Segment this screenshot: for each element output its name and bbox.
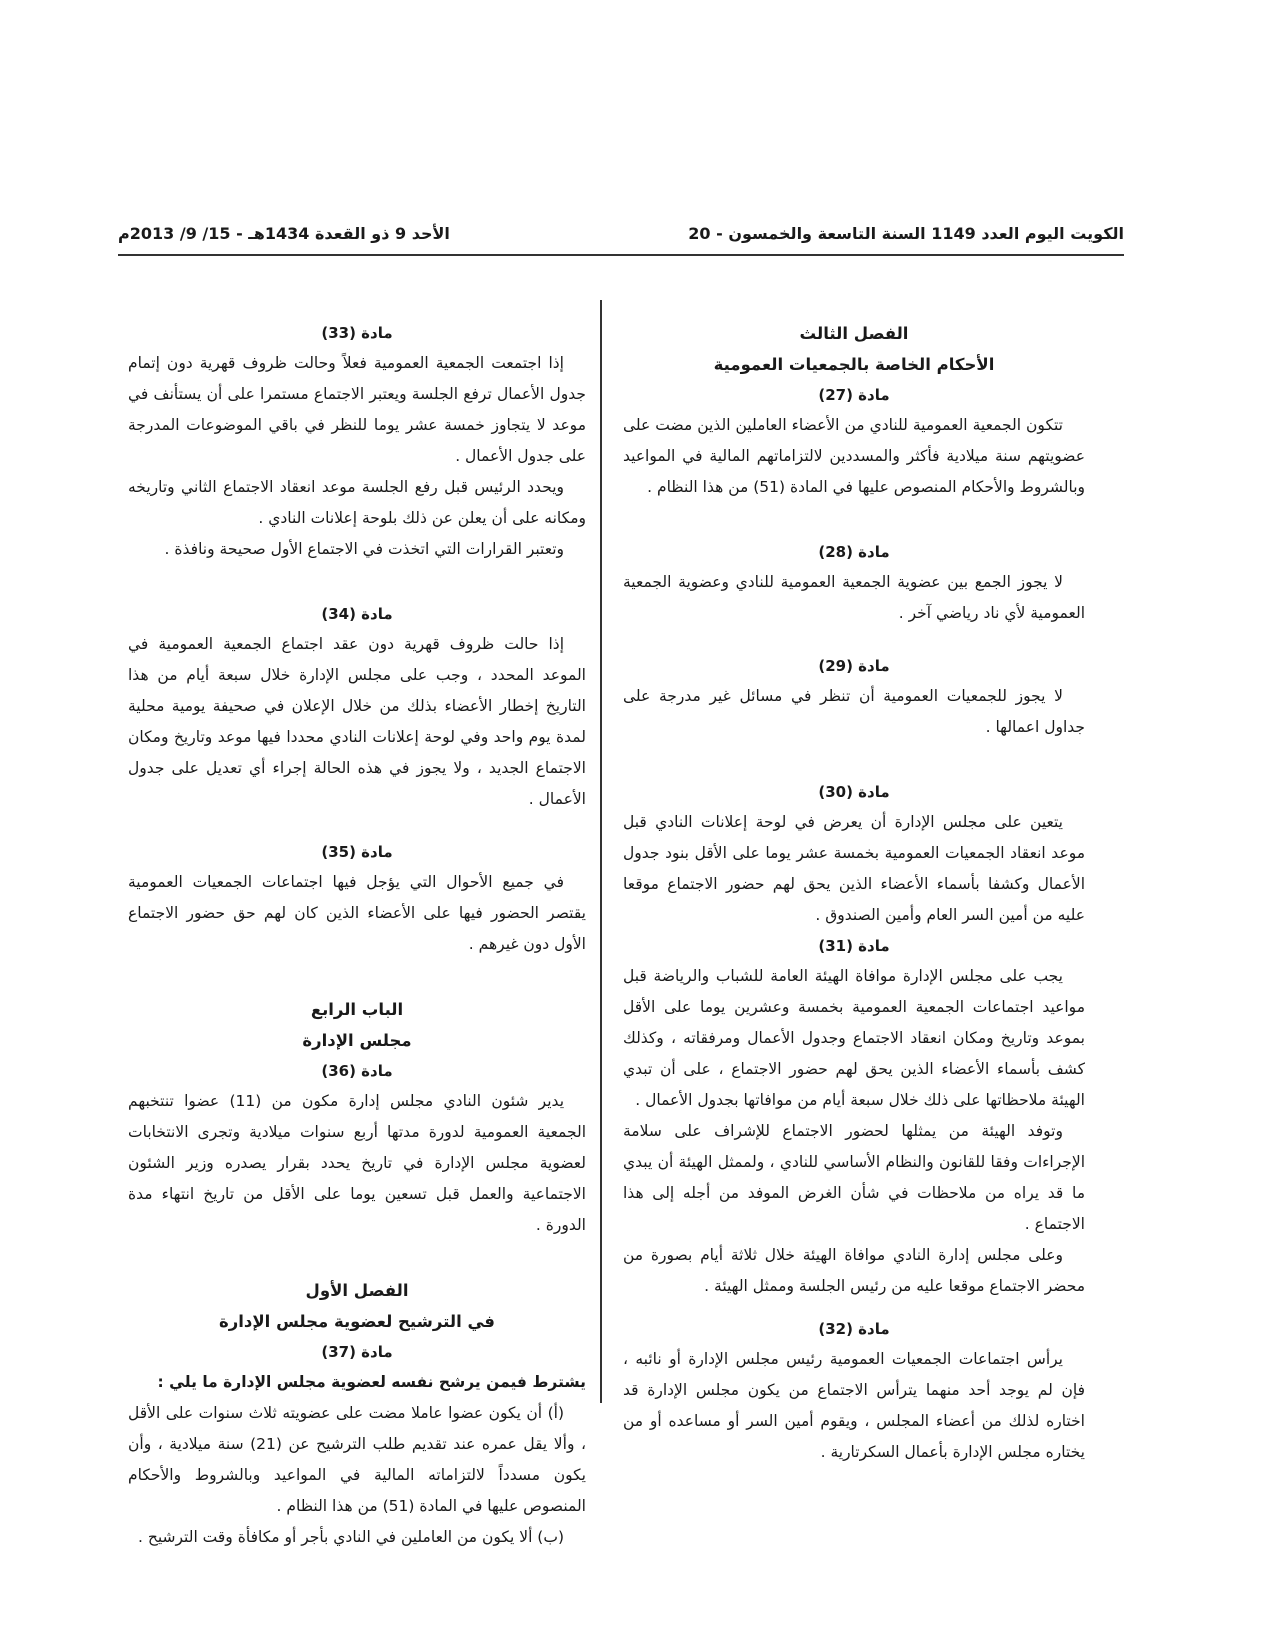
article-text: ويحدد الرئيس قبل رفع الجلسة موعد انعقاد الاجتماع الثاني وتاريخه ومكانه على أن يعلن عن ذلك بلوحة إعلانات النادي . [128, 478, 586, 527]
article-clause: (أ) أن يكون عضوا عاملا مضت على عضويته ثلاث سنوات على الأقل ، وألا يقل عمره عند تقديم طلب الترشيح عن (21) سنة ميلادية ، وأن يكون مسدداً لالتزاماته المالية في المواعيد وبالشروط والأحكام المنصوص عليها في المادة (51) من هذا النظام . [128, 1404, 586, 1515]
article-text: إذا حالت ظروف قهرية دون عقد اجتماع الجمعية العمومية في الموعد المحدد ، وجب على مجلس الإدارة خلال سبعة أيام من هذا التاريخ إخطار الأعضاء بذلك من خلال الإعلان في صحيفة يومية محلية لمدة يوم واحد وفي لوحة إعلانات النادي محددا فيها موعد وتاريخ ومكان الاجتماع الجديد ، ولا يجوز في هذه الحالة إجراء أي تعديل على جدول الأعمال . [128, 635, 586, 808]
article-text: يرأس اجتماعات الجمعيات العمومية رئيس مجلس الإدارة أو نائبه ، فإن لم يوجد أحد منهما يترأس الاجتماع من يكون مجلس الإدارة قد اختاره لذلك من أعضاء المجلس ، ويقوم أمين السر أو مساعده أو من يختاره مجلس الإدارة بأعمال السكرتارية . [623, 1350, 1085, 1461]
part-subtitle: مجلس الإدارة [302, 1031, 412, 1050]
article-text: وعلى مجلس إدارة النادي موافاة الهيئة خلال ثلاثة أيام بصورة من محضر الاجتماع موقعا عليه من رئيس الجلسة وممثل الهيئة . [623, 1246, 1085, 1295]
article-title: مادة (34) [321, 605, 393, 623]
article-text: لا يجوز للجمعيات العمومية أن تنظر في مسائل غير مدرجة على جداول اعمالها . [623, 687, 1085, 736]
article-intro: يشترط فيمن يرشح نفسه لعضوية مجلس الإدارة ما يلي : [157, 1373, 586, 1391]
article-title: مادة (30) [818, 783, 890, 801]
chapter-title: الفصل الثالث [799, 324, 909, 343]
article-text: يتعين على مجلس الإدارة أن يعرض في لوحة إعلانات النادي قبل موعد انعقاد الجمعيات العمومية بخمسة عشر يوما على الأقل بنود جدول الأعمال وكشفا بأسماء الأعضاء الذين يحق لهم حضور الاجتماع موقعا عليه من أمين السر العام وأمين الصندوق . [623, 813, 1085, 924]
article-text: وتوفد الهيئة من يمثلها لحضور الاجتماع للإشراف على سلامة الإجراءات وفقا للقانون والنظام الأساسي للنادي ، ولممثل الهيئة أن يبدي ما قد يراه من ملاحظات في شأن الغرض الموفد من أجله إلى هذا الاجتماع . [623, 1122, 1085, 1233]
article-text: في جميع الأحوال التي يؤجل فيها اجتماعات الجمعيات العمومية يقتصر الحضور فيها على الأعضاء الذين كان لهم حق حضور الاجتماع الأول دون غيرهم . [128, 873, 586, 953]
article-text: يدير شئون النادي مجلس إدارة مكون من (11) عضوا تنتخبهم الجمعية العمومية لدورة مدتها أربع سنوات ميلادية وتجرى الانتخابات لعضوية مجلس الإدارة في تاريخ يحدد بقرار يصدره وزير الشئون الاجتماعية والعمل قبل تسعين يوما على الأقل من تاريخ انتهاء مدة الدورة . [128, 1092, 586, 1234]
article-title: مادة (33) [321, 324, 393, 342]
article-text: لا يجوز الجمع بين عضوية الجمعية العمومية للنادي وعضوية الجمعية العمومية لأي ناد رياضي آخر . [623, 573, 1085, 622]
header-rule [118, 254, 1124, 256]
chapter-subtitle: الأحكام الخاصة بالجمعيات العمومية [713, 355, 995, 374]
article-text: يجب على مجلس الإدارة موافاة الهيئة العامة للشباب والرياضة قبل مواعيد اجتماعات الجمعية العمومية بخمسة وعشرين يوما على الأقل بموعد وتاريخ ومكان انعقاد الاجتماع وجدول الأعمال ومرفقاته ، وكذلك كشف بأسماء الأعضاء الذين يحق لهم حضور الاجتماع ، على أن تبدي الهيئة ملاحظاتها على ذلك خلال سبعة أيام من موافاتها بجدول الأعمال . [623, 967, 1085, 1109]
article-text: إذا اجتمعت الجمعية العمومية فعلاً وحالت ظروف قهرية دون إتمام جدول الأعمال ترفع الجلسة ويعتبر الاجتماع مستمرا على أن يستأنف في موعد لا يتجاوز خمسة عشر يوما للنظر في باقي الموضوعات المدرجة على جدول الأعمال . [128, 354, 586, 465]
article-title: مادة (31) [818, 937, 890, 955]
article-title: مادة (28) [818, 543, 890, 561]
article-title: مادة (35) [321, 843, 393, 861]
header-issue-info: الكويت اليوم العدد 1149 السنة التاسعة والخمسون - 20 [688, 224, 1124, 243]
page-header [118, 222, 1124, 252]
chapter-title: الفصل الأول [305, 1281, 409, 1300]
article-title: مادة (27) [818, 386, 890, 404]
article-text: تتكون الجمعية العمومية للنادي من الأعضاء العاملين الذين مضت على عضويتهم سنة ميلادية فأكثر والمسددين لالتزاماتهم المالية في المواعيد وبالشروط والأحكام المنصوص عليها في المادة (51) من هذا النظام . [623, 416, 1085, 496]
left-column [128, 318, 586, 1553]
column-divider [600, 300, 602, 1403]
right-column [623, 318, 1085, 1468]
header-date: الأحد 9 ذو القعدة 1434هـ - 15/ 9/ 2013م [118, 224, 450, 243]
part-title: الباب الرابع [310, 1000, 404, 1019]
article-title: مادة (37) [321, 1343, 393, 1361]
article-text: وتعتبر القرارات التي اتخذت في الاجتماع الأول صحيحة ونافذة . [164, 540, 564, 558]
article-clause: (ب) ألا يكون من العاملين في النادي بأجر أو مكافأة وقت الترشيح . [137, 1528, 564, 1546]
chapter-subtitle: في الترشيح لعضوية مجلس الإدارة [219, 1312, 495, 1331]
article-title: مادة (32) [818, 1320, 890, 1338]
article-title: مادة (36) [321, 1062, 393, 1080]
article-title: مادة (29) [818, 657, 890, 675]
